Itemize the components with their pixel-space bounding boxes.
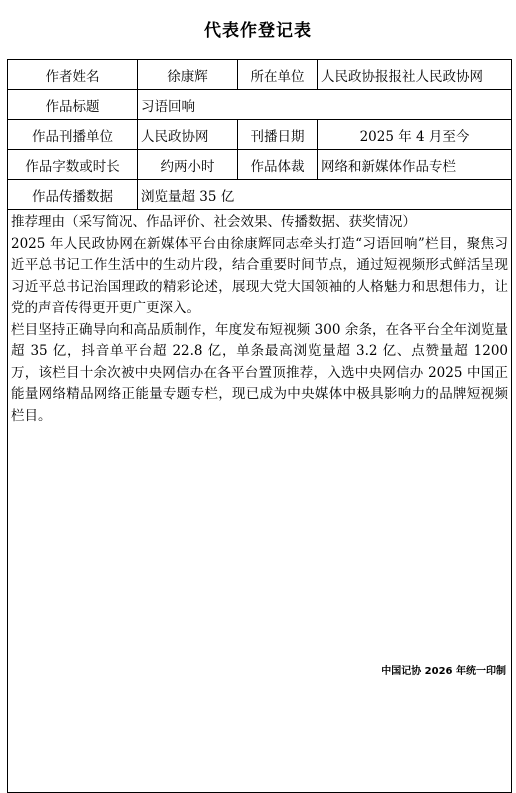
publish-date-label: 刊播日期: [238, 120, 318, 150]
publish-date-value: 2025 年 4 月至今: [318, 120, 512, 150]
genre-label: 作品体裁: [238, 150, 318, 180]
recommendation-heading: 推荐理由（采写简况、作品评价、社会效果、传播数据、获奖情况）: [11, 214, 416, 230]
row-publish: [8, 120, 512, 150]
row-author: [8, 60, 512, 90]
recommendation-cell: [8, 210, 512, 793]
author-value: 徐康辉: [138, 60, 238, 90]
length-label: 作品字数或时长: [8, 150, 138, 180]
row-work-title: [8, 90, 512, 120]
genre-value: 网络和新媒体作品专栏: [318, 150, 512, 180]
recommendation-paragraph-1: 2025 年人民政协网在新媒体平台由徐康辉同志牵头打造“习语回响”栏目，聚焦习近平总书记工作生活中的生动片段，结合重要时间节点，通过短视频形式鲜活呈现习近平总书记治国理政的精彩论述，展现大党大国领袖的人格魅力和思想伟力，让党的声音传得更开更广更深入。: [11, 235, 508, 316]
row-spread: [8, 180, 512, 210]
print-footer: 中国记协 2026 年统一印制: [381, 666, 506, 677]
work-title-label: 作品标题: [8, 90, 138, 120]
form-title: 代表作登记表: [204, 21, 312, 41]
publish-unit-label: 作品刊播单位: [8, 120, 138, 150]
unit-value: 人民政协报报社人民政协网: [318, 60, 512, 90]
spread-label: 作品传播数据: [8, 180, 138, 210]
spread-value: 浏览量超 35 亿: [138, 180, 512, 210]
row-recommendation: [8, 210, 512, 793]
unit-label: 所在单位: [238, 60, 318, 90]
row-length: [8, 150, 512, 180]
length-value: 约两小时: [138, 150, 238, 180]
work-title-value: 习语回响: [138, 90, 512, 120]
recommendation-paragraph-2: 栏目坚持正确导向和高品质制作，年度发布短视频 300 余条，在各平台全年浏览量超 35 亿，抖音单平台超 22.8 亿，单条最高浏览量超 3.2 亿、点赞量超 1200 万，该栏目十余次被中央网信办在各平台置顶推荐，入选中央网信办 2025 中国正能量网络精品网络正能量专题专栏，现已成为中央媒体中极具影响力的品牌短视频栏目。: [11, 321, 508, 424]
author-label: 作者姓名: [8, 60, 138, 90]
publish-unit-value: 人民政协网: [138, 120, 238, 150]
